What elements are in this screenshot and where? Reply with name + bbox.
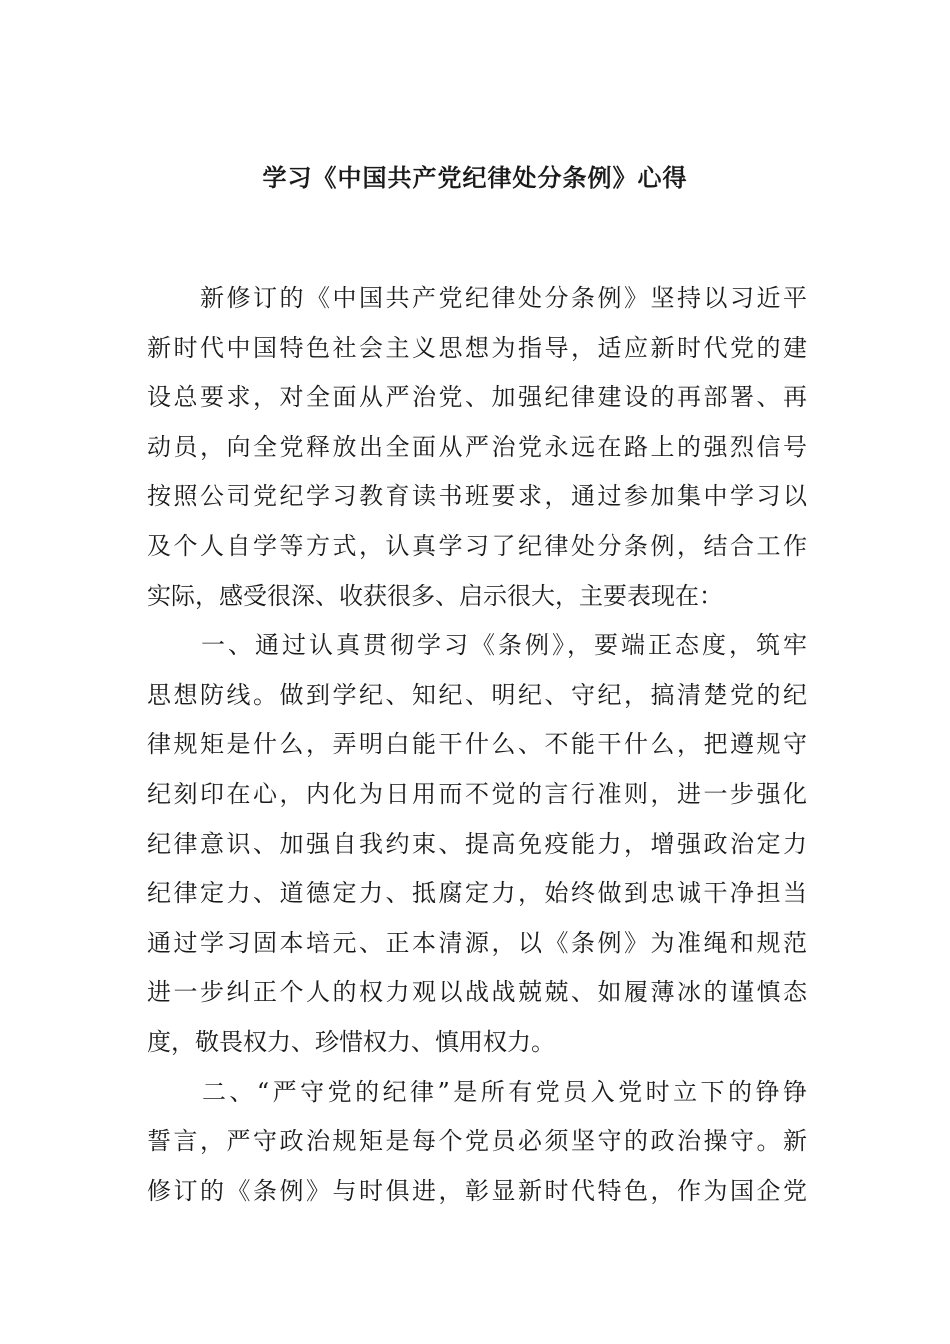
paragraph-line: 律规矩是什么，弄明白能干什么、不能干什么，把遵规守 xyxy=(147,730,807,759)
paragraph-line: 度，敬畏权力、珍惜权力、慎用权力。 xyxy=(147,1027,555,1056)
paragraph-line: 新时代中国特色社会主义思想为指导，适应新时代党的建 xyxy=(147,333,807,362)
paragraph-line: 动员，向全党释放出全面从严治党永远在路上的强烈信号 xyxy=(147,432,807,461)
paragraph-line: 纪刻印在心，内化为日用而不觉的言行准则，进一步强化 xyxy=(147,779,807,808)
paragraph-line: 一、通过认真贯彻学习《条例》，要端正态度，筑牢 xyxy=(147,631,807,660)
paragraph-line: 实际，感受很深、收获很多、启示很大，主要表现在： xyxy=(147,581,723,610)
paragraph-line: 二、“严守党的纪律”是所有党员入党时立下的铮铮 xyxy=(147,1077,807,1106)
paragraph-line: 修订的《条例》与时俱进，彰显新时代特色，作为国企党 xyxy=(147,1176,807,1205)
paragraph-line: 思想防线。做到学纪、知纪、明纪、守纪，搞清楚党的纪 xyxy=(147,680,807,709)
paragraph-line: 及个人自学等方式，认真学习了纪律处分条例，结合工作 xyxy=(147,531,807,560)
paragraph-line: 纪律定力、道德定力、抵腐定力，始终做到忠诚干净担当 xyxy=(147,879,807,908)
document-body xyxy=(147,274,807,1216)
paragraph-line: 纪律意识、加强自我约束、提高免疫能力，增强政治定力 xyxy=(147,829,807,858)
paragraph-line: 新修订的《中国共产党纪律处分条例》坚持以习近平 xyxy=(147,284,807,312)
paragraph-line: 誓言，严守政治规矩是每个党员必须坚守的政治操守。新 xyxy=(147,1127,807,1156)
paragraph-line: 进一步纠正个人的权力观以战战兢兢、如履薄冰的谨慎态 xyxy=(147,978,807,1007)
paragraph-line: 通过学习固本培元、正本清源，以《条例》为准绳和规范 xyxy=(147,928,807,957)
document-title: 学习《中国共产党纪律处分条例》心得 xyxy=(262,164,688,192)
paragraph-line: 按照公司党纪学习教育读书班要求，通过参加集中学习以 xyxy=(147,482,807,511)
paragraph-line: 设总要求，对全面从严治党、加强纪律建设的再部署、再 xyxy=(147,383,807,412)
